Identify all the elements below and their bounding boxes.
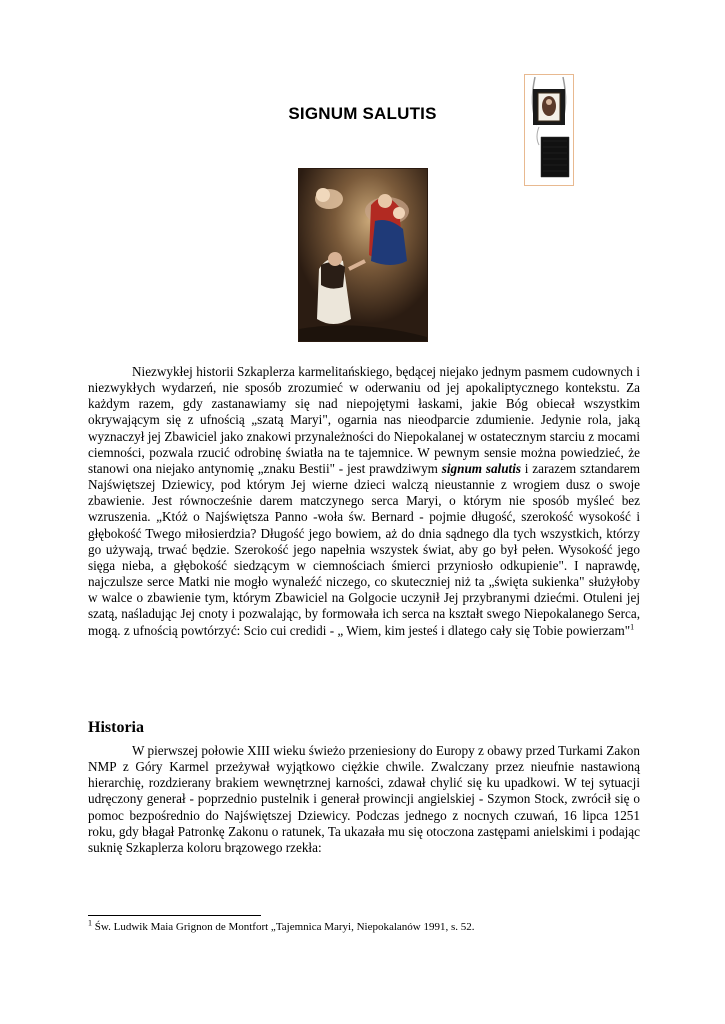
intro-paragraph	[88, 364, 640, 639]
scapular-image	[524, 74, 574, 186]
footnote-text: Św. Ludwik Maia Grignon de Montfort „Tajemnica Maryi, Niepokalanów 1991, s. 52.	[92, 921, 475, 933]
paragraph-text: Niezwykłej historii Szkaplerza karmelitańskiego, będącej niejako jednym pasmem cudownych i niezwykłych wydarzeń, nie sposób zrozumieć w oderwaniu od jej apokaliptycznego kontekstu. Za każdym razem, gdy zastanawiamy się nad niepojętymi łaskami, jakie Bóg obiecał wszystkim okrywającym się z ufnością „szatą Maryi", ogarnia nas nieodparcie zdumienie. Jedynie rola, jaką wyznaczył jej Zbawiciel jako znakowi przynależności do Niepokalanej w ostatecznym starciu z mocami ciemności, pozwala rzucić odrobinę światła na te tajemnice. W pewnym sensie można powiedzieć, że stanowi ona niejako antynomię „znaku Bestii" - jest prawdziwym	[88, 364, 640, 476]
section-heading: Historia	[88, 719, 144, 736]
painting-illustration	[299, 169, 427, 341]
scapular-illustration	[525, 75, 573, 185]
footnote-marker: 1	[88, 918, 92, 928]
painting-image	[298, 168, 428, 342]
paragraph-text: i zarazem sztandarem Najświętszej Dziewicy, pod którym Jej wierne dzieci walczą nieustannie z wrogiem dusz o swoje zbawienie. Jest równocześnie darem matczynego serca Maryi, o którym nie sposób myśleć bez wzruszenia. „Któż o Najświętsza Panno -woła św. Bernard - pojmie długość, szerokość wysokość i głębokość Twego miłosierdzia? Długość jego bowiem, aż do dnia sądnego dla tych wszystkich, którzy go używają, trwać będzie. Szerokość jego napełnia wszystek świat, aby go był pełen. Wysokość jego sięga nieba, a głębokość siedzącym w ciemnościach śmierci przyniosło odkupienie". I naprawdę, najczulsze serce Matki nie mogło wynaleźć niczego, co skuteczniej niż ta „święta sukienka" służyłoby w walce o zbawienie tym, którym Zbawiciel na Golgocie uczynił Jej przybranymi dziećmi. Otuleni jej szatą, naśladując Jej cnoty i pozwalając, by formowała ich serca na kształt swego Niepokalanego Serca, mogą. z ufnością powtórzyć: Scio cui credidi - „ Wiem, kim jesteś i dlatego cały się Tobie powierzam"	[88, 460, 641, 638]
footnote	[88, 918, 475, 934]
page-title: SIGNUM SALUTIS	[288, 104, 437, 123]
footnote-reference[interactable]: 1	[630, 622, 635, 632]
emphasis-text: signum salutis	[441, 460, 522, 476]
history-paragraph: W pierwszej połowie XIII wieku świeżo przeniesiony do Europy z obawy przed Turkami Zakon NMP z Góry Karmel przeżywał wyjątkowo ciężkie chwile. Zwalczany przez nieufnie nastawioną hierarchię, rozdzierany brakiem wewnętrznej karności, zdawał chylić się ku upadkowi. W tej sytuacji udręczony generał - poprzednio pustelnik i generał prowincji angielskiej - Szymon Stock, zwrócił się o pomoc bezpośrednio do Najświętszej Dziewicy. Podczas jednego z nocnych czuwań, 16 lipca 1251 roku, gdy błagał Patronkę Zakonu o ratunek, Ta ukazała mu się otoczona zastępami anielskimi i podając suknię Szkaplerza koloru brązowego rzekła:	[88, 743, 640, 855]
footnote-divider	[88, 915, 261, 916]
